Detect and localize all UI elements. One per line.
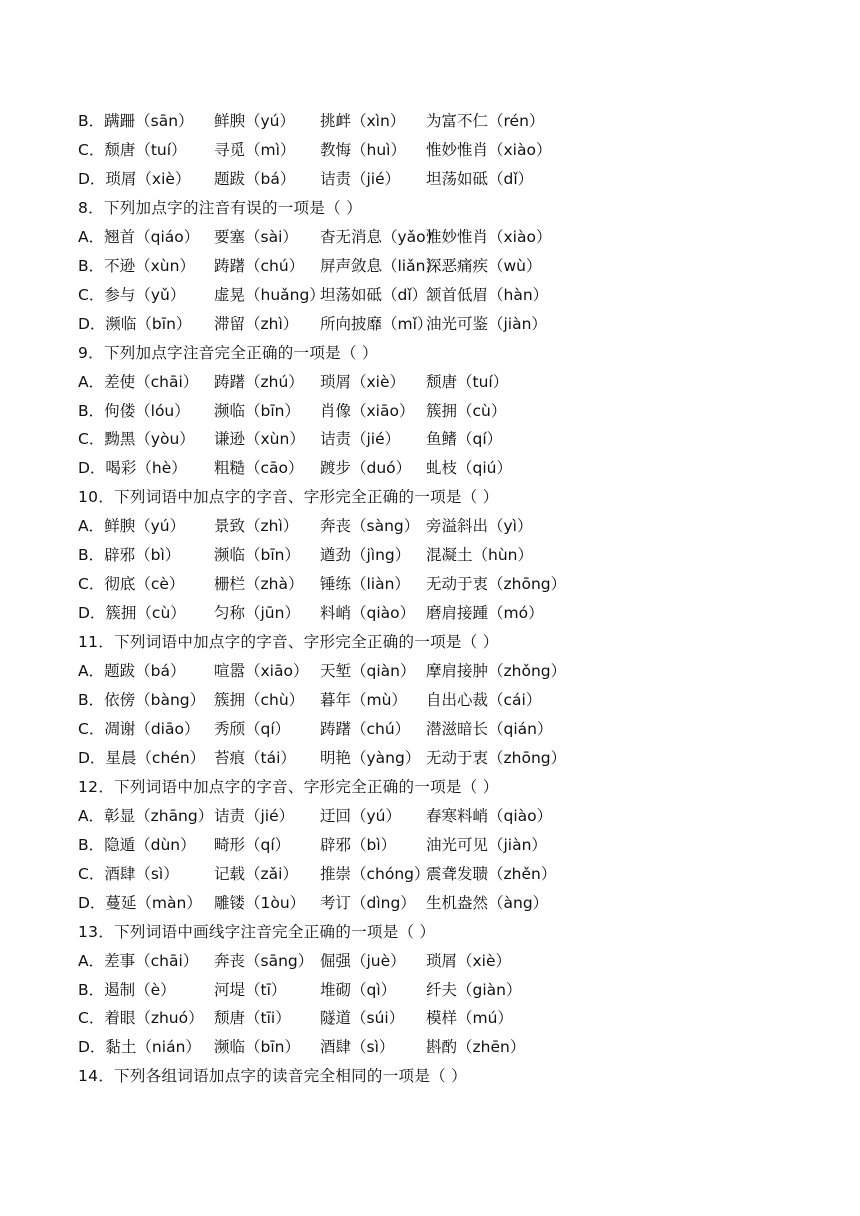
question-text: 14．下列各组词语加点字的读音完全相同的一项是（ ） — [78, 1067, 467, 1086]
option-item: A．差使（chāi） — [78, 372, 199, 391]
option-item: 踌躇（chú） — [214, 256, 305, 275]
option-item: 畸形（qí） — [214, 835, 291, 854]
option-item: 油光可见（jiàn） — [426, 835, 547, 854]
answer-option-row — [78, 890, 778, 916]
question-stem — [78, 484, 778, 510]
option-item: B．遏制（è） — [78, 980, 176, 999]
option-item: 考订（dìng） — [320, 893, 416, 912]
option-item: 隧道（súi） — [320, 1009, 405, 1028]
question-text: 13．下列词语中画线字注音完全正确的一项是（ ） — [78, 922, 436, 941]
answer-option-row — [78, 861, 778, 887]
question-stem — [78, 1063, 778, 1089]
answer-option-row — [78, 398, 778, 424]
option-item: 踱步（duó） — [320, 459, 412, 478]
option-item: 琐屑（xiè） — [426, 951, 512, 970]
option-item: 暮年（mù） — [320, 691, 407, 709]
option-item: D．琐屑（xiè） — [78, 169, 191, 188]
answer-option-row — [78, 977, 778, 1003]
option-item: 濒临（bīn） — [214, 401, 300, 420]
option-item: A．差事（chāi） — [78, 951, 199, 970]
option-item: 惟妙惟肖（xiào） — [426, 227, 552, 246]
option-item: 潜滋暗长（qián） — [426, 719, 553, 738]
option-item: C．着眼（zhuó） — [78, 1009, 204, 1028]
option-item: 无动于衷（zhōng） — [426, 748, 567, 767]
answer-option-row — [78, 224, 778, 250]
question-stem — [78, 340, 778, 366]
option-item: 旁溢斜出（yì） — [426, 517, 533, 536]
option-item: C．参与（yǔ） — [78, 285, 186, 304]
option-item: 杳无消息（yǎo） — [320, 227, 442, 246]
option-item: 奔丧（sāng） — [214, 951, 314, 970]
option-item: 惟妙惟肖（xiào） — [426, 140, 552, 159]
answer-option-row — [78, 311, 778, 337]
option-item: 颓唐（tīi） — [214, 1009, 291, 1028]
answer-option-row — [78, 600, 778, 626]
option-item: 诘责（jié） — [214, 806, 295, 825]
option-item: 虬枝（qiú） — [426, 459, 512, 478]
option-item: B．依傍（bàng） — [78, 691, 206, 709]
option-item: 景致（zhì） — [214, 517, 299, 536]
option-item: 摩肩接肿（zhǒng） — [426, 662, 567, 680]
answer-option-row — [78, 658, 778, 684]
answer-option-row — [78, 369, 778, 395]
option-item: B．蹒跚（sān） — [78, 112, 194, 130]
option-item: 倔强（juè） — [320, 951, 406, 970]
option-item: 栅栏（zhà） — [214, 575, 304, 594]
option-item: 记载（zǎi） — [214, 864, 298, 883]
option-item: 苔痕（tái） — [214, 748, 296, 767]
answer-option-row — [78, 542, 778, 568]
answer-option-row — [78, 687, 778, 713]
option-item: 濒临（bīn） — [214, 546, 300, 565]
option-item: 滞留（zhì） — [214, 314, 299, 333]
option-item: 自出心裁（cái） — [426, 691, 542, 709]
option-item: D．蔓延（màn） — [78, 893, 202, 912]
option-item: 斟酌（zhēn） — [426, 1038, 526, 1057]
option-item: 料峭（qiào） — [320, 604, 416, 623]
option-item: 推崇（chóng） — [320, 864, 430, 883]
option-item: B．辟邪（bì） — [78, 546, 181, 565]
option-item: 所向披靡（mǐ） — [320, 314, 433, 333]
option-item: 磨肩接踵（mó） — [426, 604, 544, 623]
option-item: 无动于衷（zhōng） — [426, 575, 567, 594]
option-item: 春寒料峭（qiào） — [426, 806, 553, 825]
option-item: 谦逊（xùn） — [214, 430, 305, 449]
question-stem — [78, 629, 778, 655]
option-item: 堆砌（qì） — [320, 980, 397, 999]
option-item: D．星晨（chén） — [78, 748, 206, 767]
option-item: 混凝土（hùn） — [426, 546, 533, 565]
option-item: B．不逊（xùn） — [78, 256, 195, 275]
option-item: 深恶痛疾（wù） — [426, 256, 542, 275]
option-item: 诘责（jié） — [320, 169, 401, 188]
option-item: 题跋（bá） — [214, 169, 296, 188]
answer-option-row — [78, 166, 778, 192]
answer-option-row — [78, 1005, 778, 1031]
option-item: 油光可鉴（jiàn） — [426, 314, 547, 333]
option-item: B．佝偻（lóu） — [78, 401, 190, 420]
option-item: 喧嚣（xiāo） — [214, 662, 309, 680]
option-item: A．彰显（zhāng） — [78, 806, 214, 825]
option-item: 粗糙（cāo） — [214, 459, 304, 478]
question-stem — [78, 774, 778, 800]
option-item: 诘责（jié） — [320, 430, 401, 449]
option-item: 辟邪（bì） — [320, 835, 397, 854]
option-item: D．喝彩（hè） — [78, 459, 187, 478]
question-text: 11．下列词语中加点字的字音、字形完全正确的一项是（ ） — [78, 633, 499, 652]
option-item: 踌躇（zhú） — [214, 372, 304, 391]
option-item: 鲜腴（yú） — [214, 112, 295, 130]
option-item: 锤练（liàn） — [320, 575, 410, 594]
option-item: 纤夫（giàn） — [426, 980, 522, 999]
option-item: 濒临（bīn） — [214, 1038, 300, 1057]
question-text: 9．下列加点字注音完全正确的一项是（ ） — [78, 343, 378, 362]
option-item: 河堤（tī） — [214, 980, 287, 999]
option-item: 震聋发聩（zhěn） — [426, 864, 557, 883]
option-item: 雕镂（1òu） — [214, 893, 306, 912]
option-item: 天堑（qiàn） — [320, 662, 416, 680]
option-item: A．题跋（bá） — [78, 662, 186, 680]
option-item: B．隐遁（dùn） — [78, 835, 196, 854]
option-item: D．黏土（nián） — [78, 1038, 201, 1057]
option-item: A．鲜腴（yú） — [78, 517, 186, 536]
option-item: 匀称（jūn） — [214, 604, 300, 623]
option-item: 秀颀（qí） — [214, 719, 291, 738]
question-text: 10．下列词语中加点字的字音、字形完全正确的一项是（ ） — [78, 488, 499, 507]
option-item: 要塞（sài） — [214, 227, 298, 246]
option-item: 挑衅（xìn） — [320, 112, 406, 130]
answer-option-row — [78, 1034, 778, 1060]
answer-option-row — [78, 948, 778, 974]
question-stem — [78, 195, 778, 221]
option-item: 虚晃（huǎng） — [214, 285, 325, 304]
option-item: C．彻底（cè） — [78, 575, 185, 594]
option-item: 簇拥（cù） — [426, 401, 507, 420]
answer-option-row — [78, 571, 778, 597]
option-item: A．翘首（qiáo） — [78, 227, 200, 246]
option-item: 迂回（yú） — [320, 806, 401, 825]
option-item: 遒劲（jìng） — [320, 546, 411, 565]
answer-option-row — [78, 108, 778, 134]
answer-option-row — [78, 832, 778, 858]
option-item: 坦荡如砥（dǐ） — [426, 169, 534, 188]
option-item: C．颓唐（tuí） — [78, 140, 187, 159]
option-item: D．濒临（bīn） — [78, 314, 192, 333]
option-item: 生机盎然（àng） — [426, 893, 549, 912]
option-item: 模样（mú） — [426, 1009, 513, 1028]
option-item: 颔首低眉（hàn） — [426, 285, 549, 304]
option-item: 琐屑（xiè） — [320, 372, 406, 391]
option-item: 肖像（xiāo） — [320, 401, 415, 420]
option-item: 颓唐（tuí） — [426, 372, 509, 391]
option-item: 簇拥（chù） — [214, 691, 305, 709]
option-item: 为富不仁（rén） — [426, 112, 545, 130]
option-item: 踌躇（chú） — [320, 719, 411, 738]
option-item: D．簇拥（cù） — [78, 604, 186, 623]
answer-option-row — [78, 745, 778, 771]
answer-option-row — [78, 426, 778, 452]
option-item: 鱼鳍（qí） — [426, 430, 503, 449]
question-text: 8．下列加点字的注音有误的一项是（ ） — [78, 198, 362, 217]
option-item: 奔丧（sàng） — [320, 517, 420, 536]
option-item: 屏声敛息（liǎn） — [320, 256, 441, 275]
answer-option-row — [78, 253, 778, 279]
answer-option-row — [78, 513, 778, 539]
option-item: 教悔（huì） — [320, 140, 406, 159]
question-text: 12．下列词语中加点字的字音、字形完全正确的一项是（ ） — [78, 777, 499, 796]
option-item: 坦荡如砥（dǐ） — [320, 285, 428, 304]
question-stem — [78, 919, 778, 945]
option-item: 酒肆（sì） — [320, 1038, 395, 1057]
answer-option-row — [78, 137, 778, 163]
answer-option-row — [78, 282, 778, 308]
option-item: 寻觅（mì） — [214, 140, 296, 159]
answer-option-row — [78, 803, 778, 829]
option-item: 明艳（yàng） — [320, 748, 421, 767]
answer-option-row — [78, 716, 778, 742]
option-item: C．黝黑（yòu） — [78, 430, 195, 449]
option-item: C．酒肆（sì） — [78, 864, 179, 883]
option-item: C．凋谢（diāo） — [78, 719, 200, 738]
answer-option-row — [78, 455, 778, 481]
